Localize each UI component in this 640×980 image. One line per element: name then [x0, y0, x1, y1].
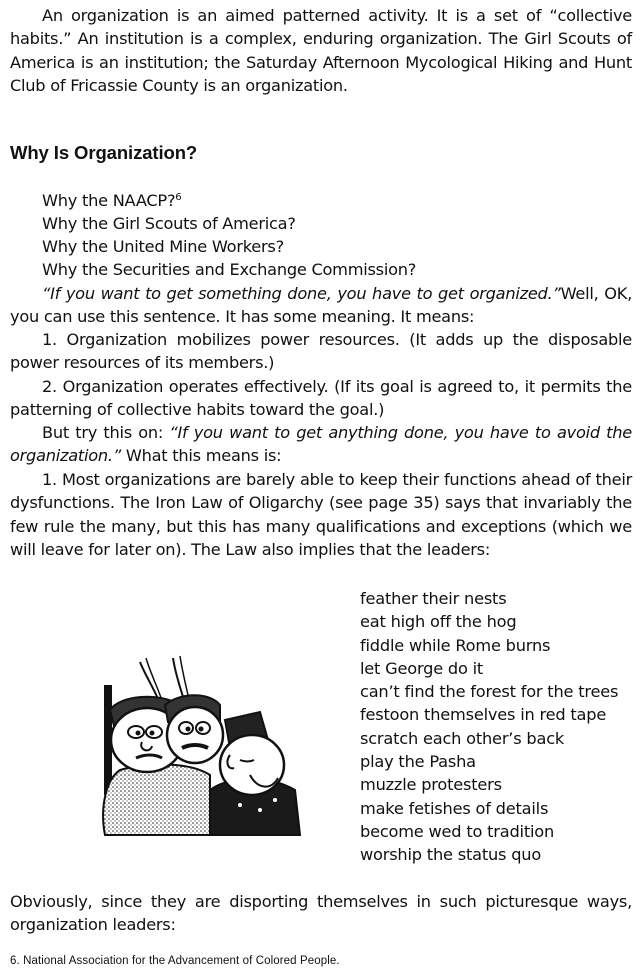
paragraph-text: What this means is: [120, 446, 282, 466]
point-iron-law: 1. Most organizations are barely able to keep their functions ahead of their dysfunctions. The Iron Law of Oligarchy (see page 35) says that invariably the few rule the many, but this has many qualifications and exceptions (which we will leave for later on). The Law also implies that the leaders: [10, 470, 632, 559]
question-text: Why the NAACP? [42, 191, 176, 210]
list-item: worship the status quo [360, 845, 542, 865]
point-operates: 2. Organization operates effectively. (If its goal is agreed to, it permits the patterning of collective habits toward the goal.) [10, 377, 632, 420]
list-item: festoon themselves in red tape [360, 705, 607, 725]
closing-paragraph: Obviously, since they are disporting themselves in such picturesque ways, organization leaders: [10, 892, 632, 935]
list-item: eat high off the hog [360, 612, 517, 632]
paragraph-get-organized [10, 282, 632, 329]
list-item: fiddle while Rome burns [360, 635, 551, 655]
list-item: scratch each other’s back [360, 728, 565, 748]
list-item: let George do it [360, 658, 484, 678]
question-mine-workers: Why the United Mine Workers? [42, 237, 284, 256]
question-sec: Why the Securities and Exchange Commission? [42, 260, 417, 279]
point-mobilizes: 1. Organization mobilizes power resources. (It adds up the disposable power resources of its members.) [10, 330, 632, 373]
list-item: can’t find the forest for the trees [360, 682, 619, 702]
paragraph-avoid [10, 421, 632, 468]
list-item: make fetishes of details [360, 798, 549, 818]
question-girl-scouts: Why the Girl Scouts of America? [42, 214, 296, 233]
intro-paragraph: An organization is an aimed patterned activity. It is a set of “collective habits.” An institution is a complex, enduring organization. The Girl Scouts of America is an institution; the Saturday Afternoon Mycological Hiking and Hunt Club of Fricassie County is an organization. [10, 6, 632, 95]
footnote-marker[interactable]: 6 [175, 192, 182, 203]
leader-behaviors-list [360, 587, 618, 867]
list-item: feather their nests [360, 589, 507, 608]
question-naacp [42, 189, 181, 212]
list-item: play the Pasha [360, 752, 476, 772]
list-item: become wed to tradition [360, 821, 555, 841]
paragraph-lead: But try this on: [42, 423, 170, 442]
list-item: muzzle protesters [360, 775, 502, 795]
footnote: 6. National Association for the Advancement of Colored People. [10, 955, 340, 967]
quote-avoid: “If you want to get anything done, you have to avoid the organization.” [10, 423, 632, 466]
section-heading: Why Is Organization? [10, 142, 198, 163]
officials-cartoon-illustration [100, 650, 310, 840]
paragraph-text: Well, OK, you can use this sentence. It has some meaning. It means: [10, 284, 632, 327]
quote-get-organized: “If you want to get something done, you have to get organized.” [42, 284, 561, 303]
